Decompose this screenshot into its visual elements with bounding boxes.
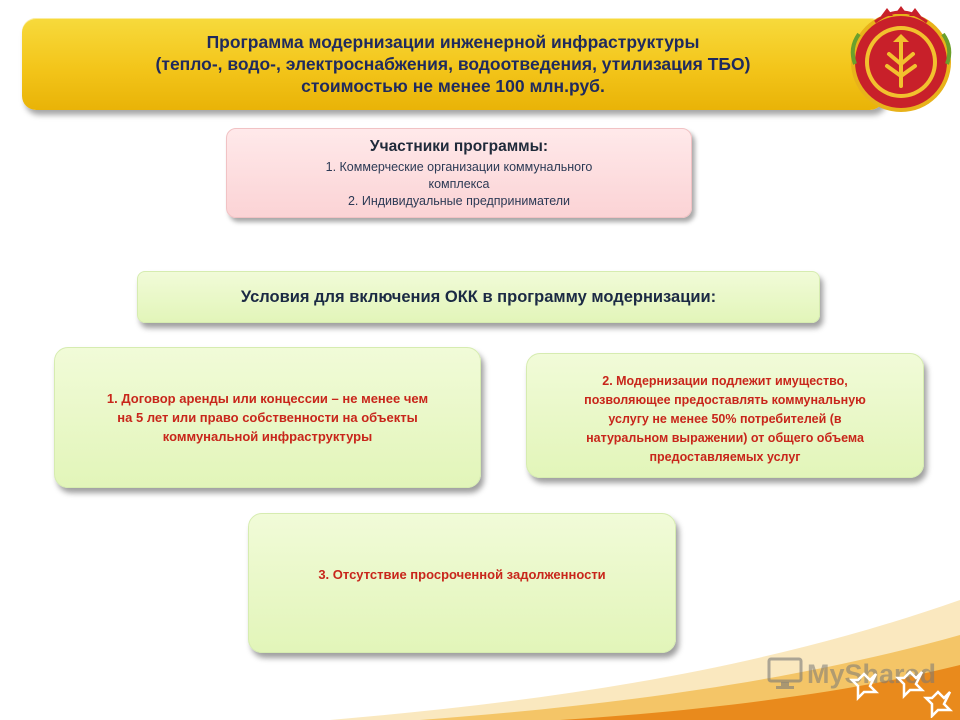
participant-item-1: 1. Коммерческие организации коммунального: [325, 160, 593, 174]
condition-2-line: натуральном выражении) от общего объема: [586, 431, 864, 445]
title-line-1: Программа модернизации инженерной инфраструктуры: [206, 32, 700, 52]
condition-2-line: предоставляемых услуг: [649, 450, 801, 464]
condition-1-line: на 5 лет или право собственности на объекты: [117, 410, 418, 425]
participants-list: [227, 159, 691, 210]
conditions-heading-box: [137, 271, 820, 323]
participant-item-1-cont: комплекса: [428, 177, 490, 191]
title-line-3: стоимостью не менее 100 млн.руб.: [301, 76, 605, 96]
participants-title: Участники программы:: [369, 138, 549, 155]
conditions-heading: Условия для включения ОКК в программу модернизации:: [240, 287, 717, 306]
condition-box-3: [248, 513, 676, 653]
title-line-2: (тепло-, водо-, электроснабжения, водоотведения, утилизация ТБО): [155, 54, 751, 74]
condition-1-line: коммунальной инфраструктуры: [162, 429, 373, 444]
condition-3-line: 3. Отсутствие просроченной задолженности: [318, 567, 606, 582]
condition-box-2: [526, 353, 924, 478]
chuvash-emblem-icon: [845, 4, 957, 116]
condition-1-line: 1. Договор аренды или концессии – не менее чем: [106, 391, 429, 406]
title-banner: [22, 18, 884, 110]
condition-2-line: 2. Модернизации подлежит имущество,: [602, 374, 848, 388]
condition-2-text: [527, 372, 923, 467]
watermark-text: MyShared: [807, 658, 937, 689]
condition-3-text: [249, 565, 675, 584]
condition-2-line: позволяющее предоставлять коммунальную: [584, 393, 866, 407]
participants-box: [226, 128, 692, 218]
condition-2-line: услугу не менее 50% потребителей (в: [608, 412, 842, 426]
condition-box-1: [54, 347, 481, 488]
participant-item-2: 2. Индивидуальные предприниматели: [347, 194, 571, 208]
ornament-star-icon: [846, 670, 956, 718]
monitor-logo-icon: [767, 657, 803, 691]
condition-1-text: [55, 389, 480, 446]
